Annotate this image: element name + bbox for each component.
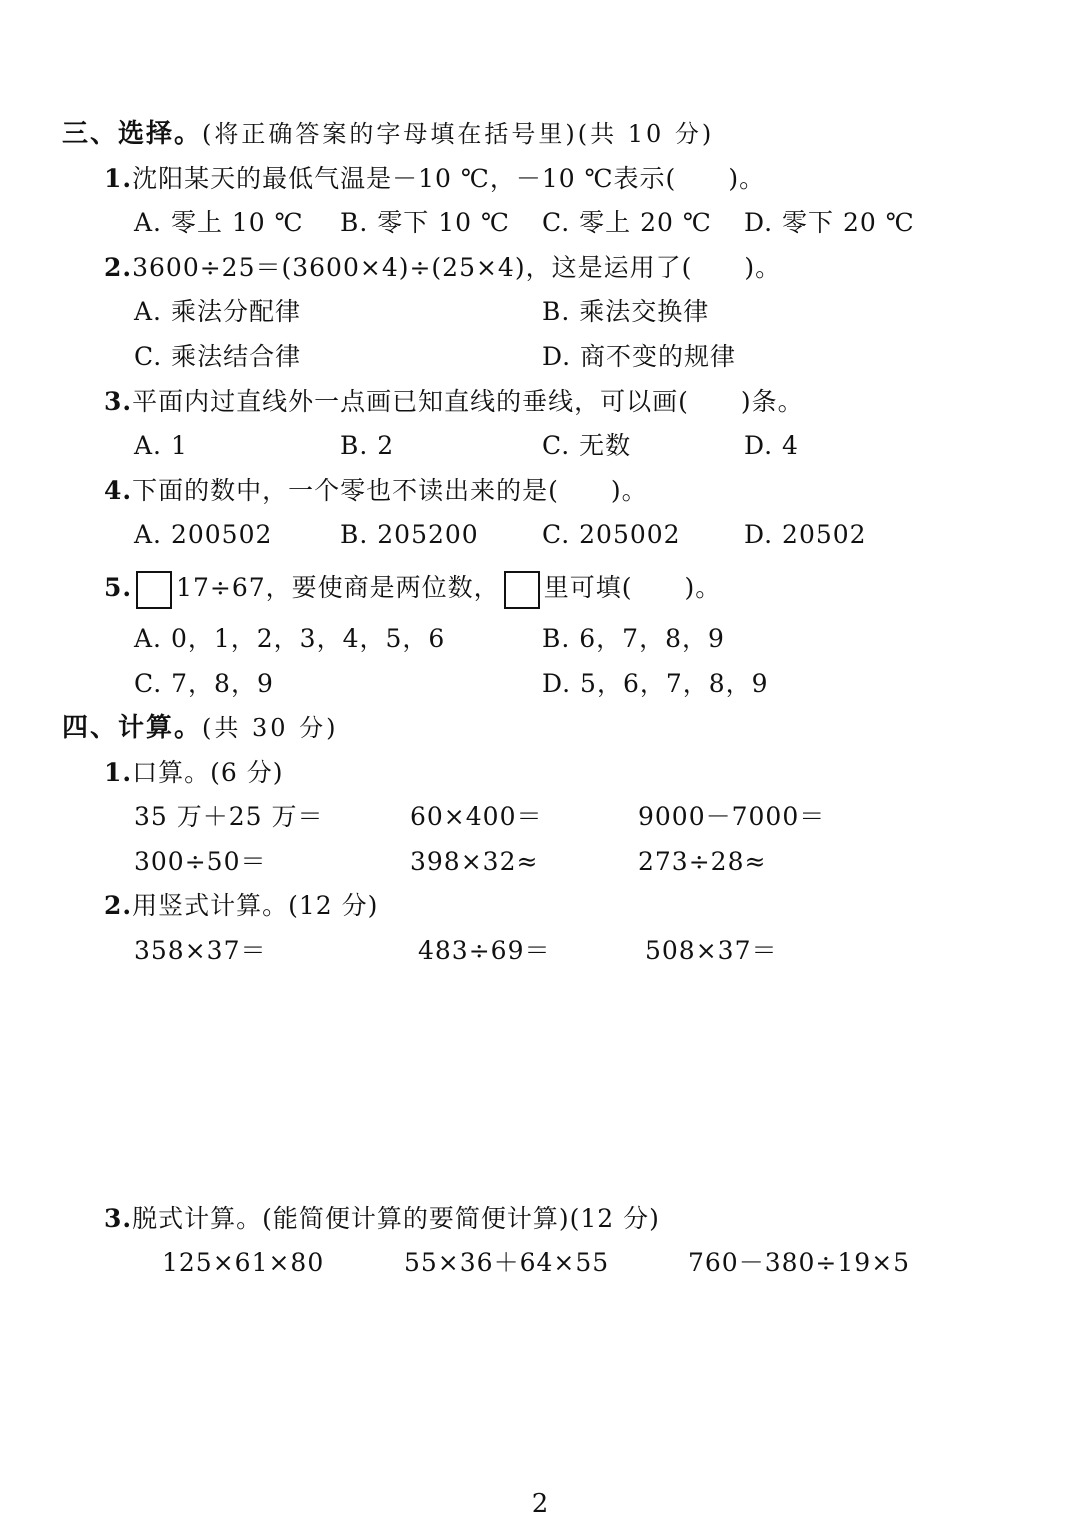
page-number: 2 [531,1489,549,1519]
mental-calc-item: 60×400＝ [410,802,543,831]
section-3-heading [62,118,714,150]
q4-option-c: C. 205002 [542,520,681,549]
q5-option-d: D. 5，6，7，8，9 [542,669,769,698]
section-3-title: 三、选择。 [62,119,203,149]
mental-calc-item: 273÷28≈ [638,847,767,876]
stepwise-calc-item: 125×61×80 [162,1248,325,1277]
question-text: 用竖式计算。(12 分) [132,891,379,920]
q3-option-d: D. 4 [744,431,799,460]
question-number: 1. [104,164,133,193]
question-2 [104,252,781,284]
question-1 [104,163,765,195]
question-number: 1. [104,758,133,787]
q2-option-d: D. 商不变的规律 [542,342,737,371]
question-text: 平面内过直线外一点画已知直线的垂线，可以画( )条。 [132,387,804,416]
question-text-part-1: 17÷67，要使商是两位数， [176,573,500,602]
mental-calc-item: 300÷50＝ [134,847,267,876]
question-text: 3600÷25＝(3600×4)÷(25×4)，这是运用了( )。 [132,253,782,282]
section-4-note: (共 30 分) [202,714,339,742]
stepwise-calc-item: 760－380÷19×5 [688,1248,911,1277]
vertical-calc-item: 483÷69＝ [418,936,551,965]
question-number: 2. [104,891,133,920]
vertical-calc-item: 358×37＝ [134,936,267,965]
mental-calc-item: 35 万＋25 万＝ [134,802,324,831]
q2-option-c: C. 乘法结合律 [134,342,302,371]
q3-option-c: C. 无数 [542,431,632,460]
stepwise-calc-item: 55×36＋64×55 [404,1248,610,1277]
question-3 [104,386,804,418]
calc-question-1 [104,757,283,789]
mental-calc-item: 398×32≈ [410,847,539,876]
question-text: 脱式计算。(能简便计算的要简便计算)(12 分) [132,1204,660,1233]
section-3-note: (将正确答案的字母填在括号里)(共 10 分) [202,120,715,148]
q2-option-a: A. 乘法分配律 [134,297,301,326]
q1-option-c: C. 零上 20 ℃ [542,208,712,237]
blank-digit-box[interactable] [136,571,172,609]
question-number: 5. [104,573,133,602]
calc-question-3 [104,1203,660,1235]
q2-option-b: B. 乘法交换律 [542,297,710,326]
question-text: 下面的数中，一个零也不读出来的是( )。 [132,476,648,505]
question-4 [104,475,648,507]
q4-option-b: B. 205200 [340,520,479,549]
question-number: 2. [104,253,133,282]
question-number: 3. [104,387,133,416]
q5-option-c: C. 7，8，9 [134,669,274,698]
q5-option-b: B. 6，7，8，9 [542,624,725,653]
calc-question-2 [104,890,378,922]
question-number: 4. [104,476,133,505]
mental-calc-item: 9000－7000＝ [638,802,826,831]
blank-digit-box[interactable] [504,571,540,609]
q4-option-d: D. 20502 [744,520,867,549]
question-number: 3. [104,1204,133,1233]
vertical-calc-item: 508×37＝ [645,936,778,965]
question-5 [104,568,721,609]
section-4-heading [62,712,339,744]
q5-option-a: A. 0，1，2，3，4，5，6 [134,624,446,653]
q3-option-b: B. 2 [340,431,395,460]
section-4-title: 四、计算。 [62,713,203,743]
q1-option-a: A. 零上 10 ℃ [134,208,304,237]
question-text: 沈阳某天的最低气温是－10 ℃，－10 ℃表示( )。 [132,164,766,193]
question-text-part-2: 里可填( )。 [543,573,722,602]
q4-option-a: A. 200502 [134,520,273,549]
question-text: 口算。(6 分) [132,758,284,787]
q3-option-a: A. 1 [134,431,188,460]
q1-option-d: D. 零下 20 ℃ [744,208,915,237]
q1-option-b: B. 零下 10 ℃ [340,208,510,237]
